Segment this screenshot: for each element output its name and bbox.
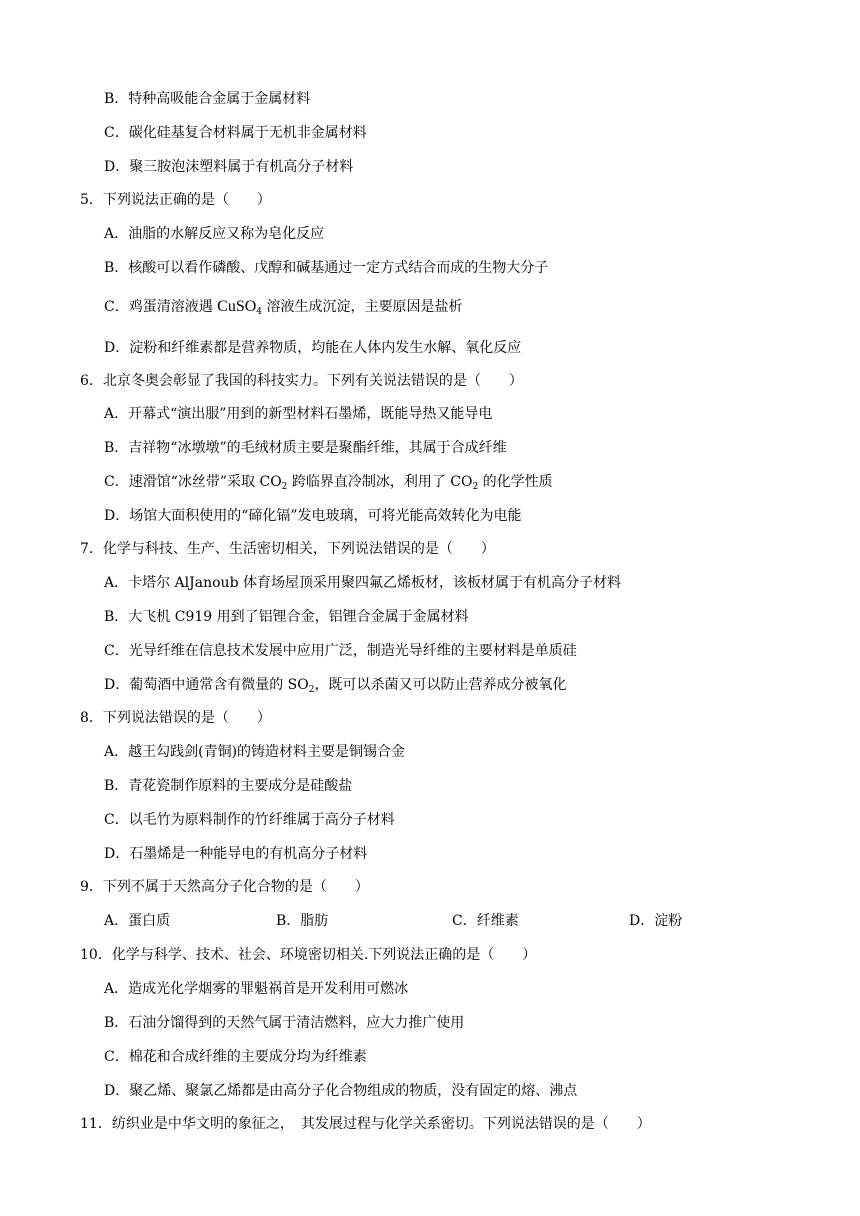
q10-option-c: C．棉花和合成纤维的主要成分均为纤维素 bbox=[104, 1049, 367, 1065]
cuso4-formula: CuSO bbox=[217, 298, 257, 315]
q7-option-b: B．大飞机 C919 用到了铝锂合金，铝锂合金属于金属材料 bbox=[104, 609, 469, 625]
q4-option-c: C．碳化硅基复合材料属于无机非金属材料 bbox=[104, 125, 367, 141]
q8-stem: 8．下列说法错误的是（ ） bbox=[80, 710, 271, 726]
q8-option-a: A．越王勾践剑(青铜)的铸造材料主要是铜锡合金 bbox=[104, 744, 406, 760]
q10-option-a: A．造成光化学烟雾的罪魁祸首是开发利用可燃冰 bbox=[104, 981, 409, 997]
q4-option-d: D．聚三胺泡沫塑料属于有机高分子材料 bbox=[104, 159, 354, 175]
q6-option-d: D．场馆大面积使用的“碲化镉”发电玻璃，可将光能高效转化为电能 bbox=[104, 508, 522, 524]
q6-option-a: A．开幕式“演出服”用到的新型材料石墨烯，既能导热又能导电 bbox=[104, 406, 493, 422]
q4-option-b: B．特种高吸能合金属于金属材料 bbox=[104, 91, 311, 107]
q5-option-c-suffix: 溶液生成沉淀，主要原因是盐析 bbox=[262, 299, 463, 315]
q6-option-c-prefix: C．速滑馆“冰丝带”采取 CO bbox=[104, 474, 282, 490]
q10-option-d: D．聚乙烯、聚氯乙烯都是由高分子化合物组成的物质，没有固定的熔、沸点 bbox=[104, 1083, 578, 1099]
q5-option-c-prefix: C．鸡蛋清溶液遇 bbox=[104, 299, 218, 315]
q5-option-a: A．油脂的水解反应又称为皂化反应 bbox=[104, 226, 325, 242]
q6-option-c-middle: 跨临界直冷制冰，利用了 CO bbox=[287, 474, 473, 490]
q7-option-a: A．卡塔尔 AlJanoub 体育场屋顶采用聚四氟乙烯板材，该板材属于有机高分子材料 bbox=[104, 575, 621, 591]
q9-option-a: A．蛋白质 bbox=[104, 913, 171, 929]
so2-subscript: 2 bbox=[308, 685, 315, 695]
q8-option-c: C．以毛竹为原料制作的竹纤维属于高分子材料 bbox=[104, 812, 395, 828]
q9-option-c: C．纤维素 bbox=[452, 913, 519, 929]
q11-stem: 11．纺织业是中华文明的象征之， 其发展过程与化学关系密切。下列说法错误的是（ ） bbox=[80, 1116, 651, 1132]
q8-option-d: D．石墨烯是一种能导电的有机高分子材料 bbox=[104, 846, 368, 862]
q5-stem: 5．下列说法正确的是（ ） bbox=[80, 192, 271, 208]
q5-option-b: B．核酸可以看作磷酸、戊醇和碱基通过一定方式结合而成的生物大分子 bbox=[104, 260, 549, 276]
q9-option-d: D．淀粉 bbox=[629, 913, 683, 929]
q7-option-d-prefix: D．葡萄酒中通常含有微量的 SO bbox=[104, 677, 309, 693]
cuso4-subscript: 4 bbox=[256, 307, 263, 317]
co2-subscript: 2 bbox=[281, 482, 288, 492]
q9-options-row bbox=[104, 911, 764, 931]
q10-stem: 10．化学与科学、技术、社会、环境密切相关.下列说法正确的是（ ） bbox=[80, 947, 537, 963]
q9-option-b: B．脂肪 bbox=[276, 913, 329, 929]
q10-option-b: B．石油分馏得到的天然气属于清洁燃料，应大力推广使用 bbox=[104, 1015, 465, 1031]
q5-option-c bbox=[104, 297, 462, 317]
q6-option-b: B．吉祥物“冰墩墩”的毛绒材质主要是聚酯纤维，其属于合成纤维 bbox=[104, 440, 507, 456]
q7-stem: 7．化学与科技、生产、生活密切相关，下列说法错误的是（ ） bbox=[80, 541, 495, 557]
q7-option-c: C．光导纤维在信息技术发展中应用广泛，制造光导纤维的主要材料是单质硅 bbox=[104, 643, 577, 659]
q7-option-d-suffix: ，既可以杀菌又可以防止营养成分被氧化 bbox=[314, 677, 567, 693]
q6-option-c-suffix: 的化学性质 bbox=[478, 474, 553, 490]
q7-option-d bbox=[104, 675, 566, 695]
q8-option-b: B．青花瓷制作原料的主要成分是硅酸盐 bbox=[104, 778, 353, 794]
q9-stem: 9．下列不属于天然高分子化合物的是（ ） bbox=[80, 879, 369, 895]
q5-option-d: D．淀粉和纤维素都是营养物质，均能在人体内发生水解、氧化反应 bbox=[104, 340, 522, 356]
q6-option-c bbox=[104, 472, 553, 492]
q6-stem: 6．北京冬奥会彰显了我国的科技实力。下列有关说法错误的是（ ） bbox=[80, 373, 523, 389]
co2-subscript: 2 bbox=[472, 482, 479, 492]
